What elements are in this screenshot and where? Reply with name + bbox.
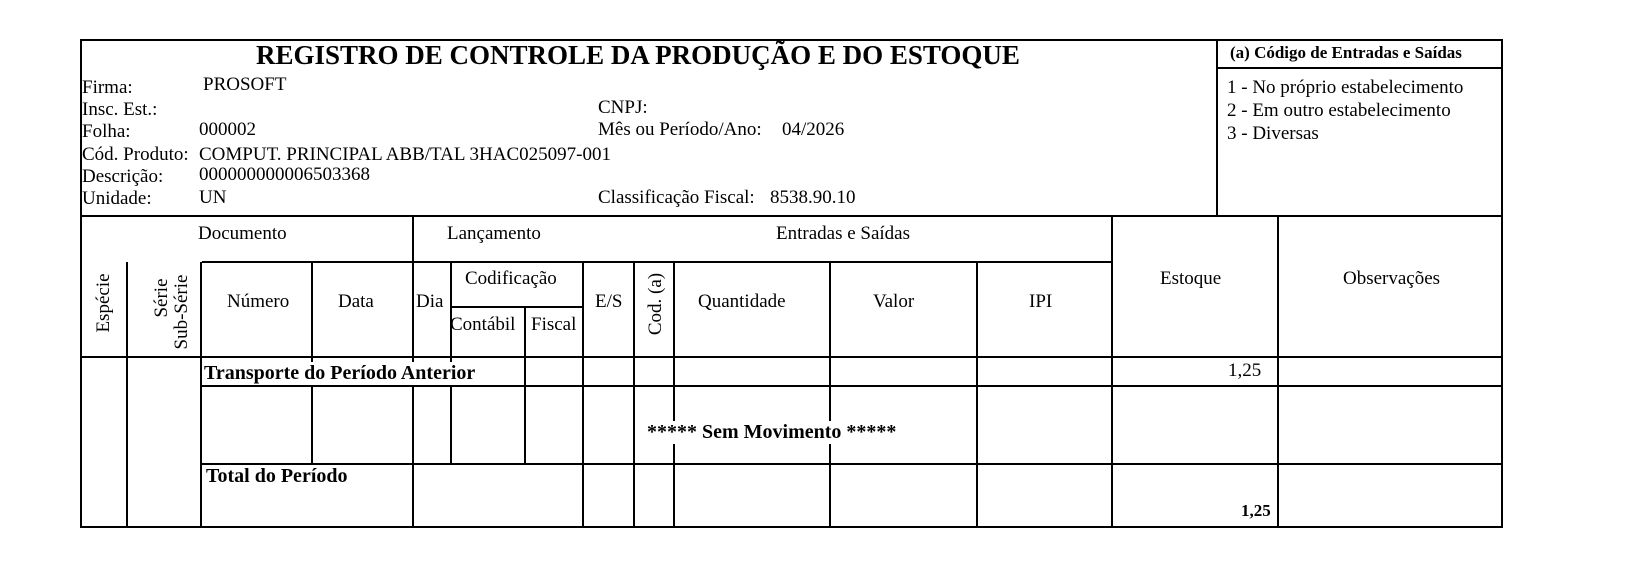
transporte-estoque: 1,25 — [1228, 360, 1262, 381]
periodo-value: 04/2026 — [782, 119, 845, 140]
col-line-estoque — [1277, 215, 1279, 527]
col-header-contabil: Contábil — [450, 314, 516, 335]
col-header-serie: Série — [151, 278, 172, 318]
col-header-estoque: Estoque — [1160, 268, 1222, 289]
col-line-valor — [976, 262, 978, 527]
col-header-documento: Documento — [198, 223, 287, 244]
col-header-ipi: IPI — [1029, 291, 1053, 312]
col-header-lancamento: Lançamento — [447, 223, 541, 244]
frame-right — [1501, 39, 1503, 528]
legend-title-underline — [1216, 67, 1502, 69]
folha-label: Folha: — [82, 121, 131, 142]
firma-value: PROSOFT — [203, 74, 287, 95]
col-line-quantidade — [829, 262, 831, 527]
col-line-fiscal — [582, 262, 584, 527]
folha-value: 000002 — [199, 119, 256, 140]
col-header-cod: Cod. (a) — [645, 272, 666, 336]
classificacao-value: 8538.90.10 — [770, 187, 856, 208]
classificacao-label: Classificação Fiscal: — [598, 187, 755, 208]
col-header-observacoes: Observações — [1343, 268, 1441, 289]
table-line-total — [202, 463, 1502, 465]
legend-item: 2 - Em outro estabelecimento — [1227, 100, 1451, 121]
transporte-label: Transporte do Período Anterior — [204, 362, 476, 384]
descricao-value: 000000000006503368 — [199, 164, 370, 185]
table-line-transporte — [202, 385, 1502, 387]
col-header-fiscal: Fiscal — [531, 314, 577, 335]
frame-bottom — [80, 526, 1503, 528]
col-header-entradas-saidas: Entradas e Saídas — [776, 223, 911, 244]
produto-value: COMPUT. PRINCIPAL ABB/TAL 3HAC025097-001 — [199, 144, 611, 165]
cnpj-label: CNPJ: — [598, 97, 648, 118]
table-line-header-bottom — [80, 356, 1503, 358]
periodo-label: Mês ou Período/Ano: — [598, 119, 762, 140]
col-line-contabil — [524, 306, 526, 464]
sem-movimento: ***** Sem Movimento ***** — [647, 421, 897, 443]
col-line-especie — [126, 262, 128, 527]
firma-label: Firma: — [82, 77, 133, 98]
total-estoque: 1,25 — [1241, 501, 1271, 520]
col-header-es: E/S — [595, 291, 623, 312]
legend-item: 1 - No próprio estabelecimento — [1227, 77, 1464, 98]
col-header-codificacao: Codificação — [465, 268, 557, 289]
col-line-ipi — [1111, 215, 1113, 527]
legend-title: (a) Código de Entradas e Saídas — [1230, 43, 1462, 62]
unidade-label: Unidade: — [82, 188, 152, 209]
col-header-valor: Valor — [873, 291, 915, 312]
col-header-data: Data — [338, 291, 374, 312]
col-header-sub-serie: Sub-Série — [171, 274, 192, 350]
col-header-quantidade: Quantidade — [698, 291, 786, 312]
col-line-serie — [200, 262, 202, 527]
legend-item: 3 - Diversas — [1227, 123, 1319, 144]
insc-label: Insc. Est.: — [82, 99, 158, 120]
col-line-cod — [673, 262, 675, 527]
col-header-numero: Número — [227, 291, 290, 312]
col-header-especie: Espécie — [93, 273, 114, 333]
table-line-codificacao — [451, 306, 583, 308]
header-bottom-line — [80, 215, 1503, 217]
legend-divider — [1216, 39, 1218, 216]
descricao-label: Descrição: — [82, 166, 164, 187]
page-title: REGISTRO DE CONTROLE DA PRODUÇÃO E DO ESTOQUE — [256, 40, 1020, 70]
total-label: Total do Período — [206, 465, 348, 487]
produto-label: Cód. Produto: — [82, 144, 189, 165]
col-line-es — [633, 262, 635, 527]
col-header-dia: Dia — [416, 291, 444, 312]
unidade-value: UN — [199, 187, 227, 208]
